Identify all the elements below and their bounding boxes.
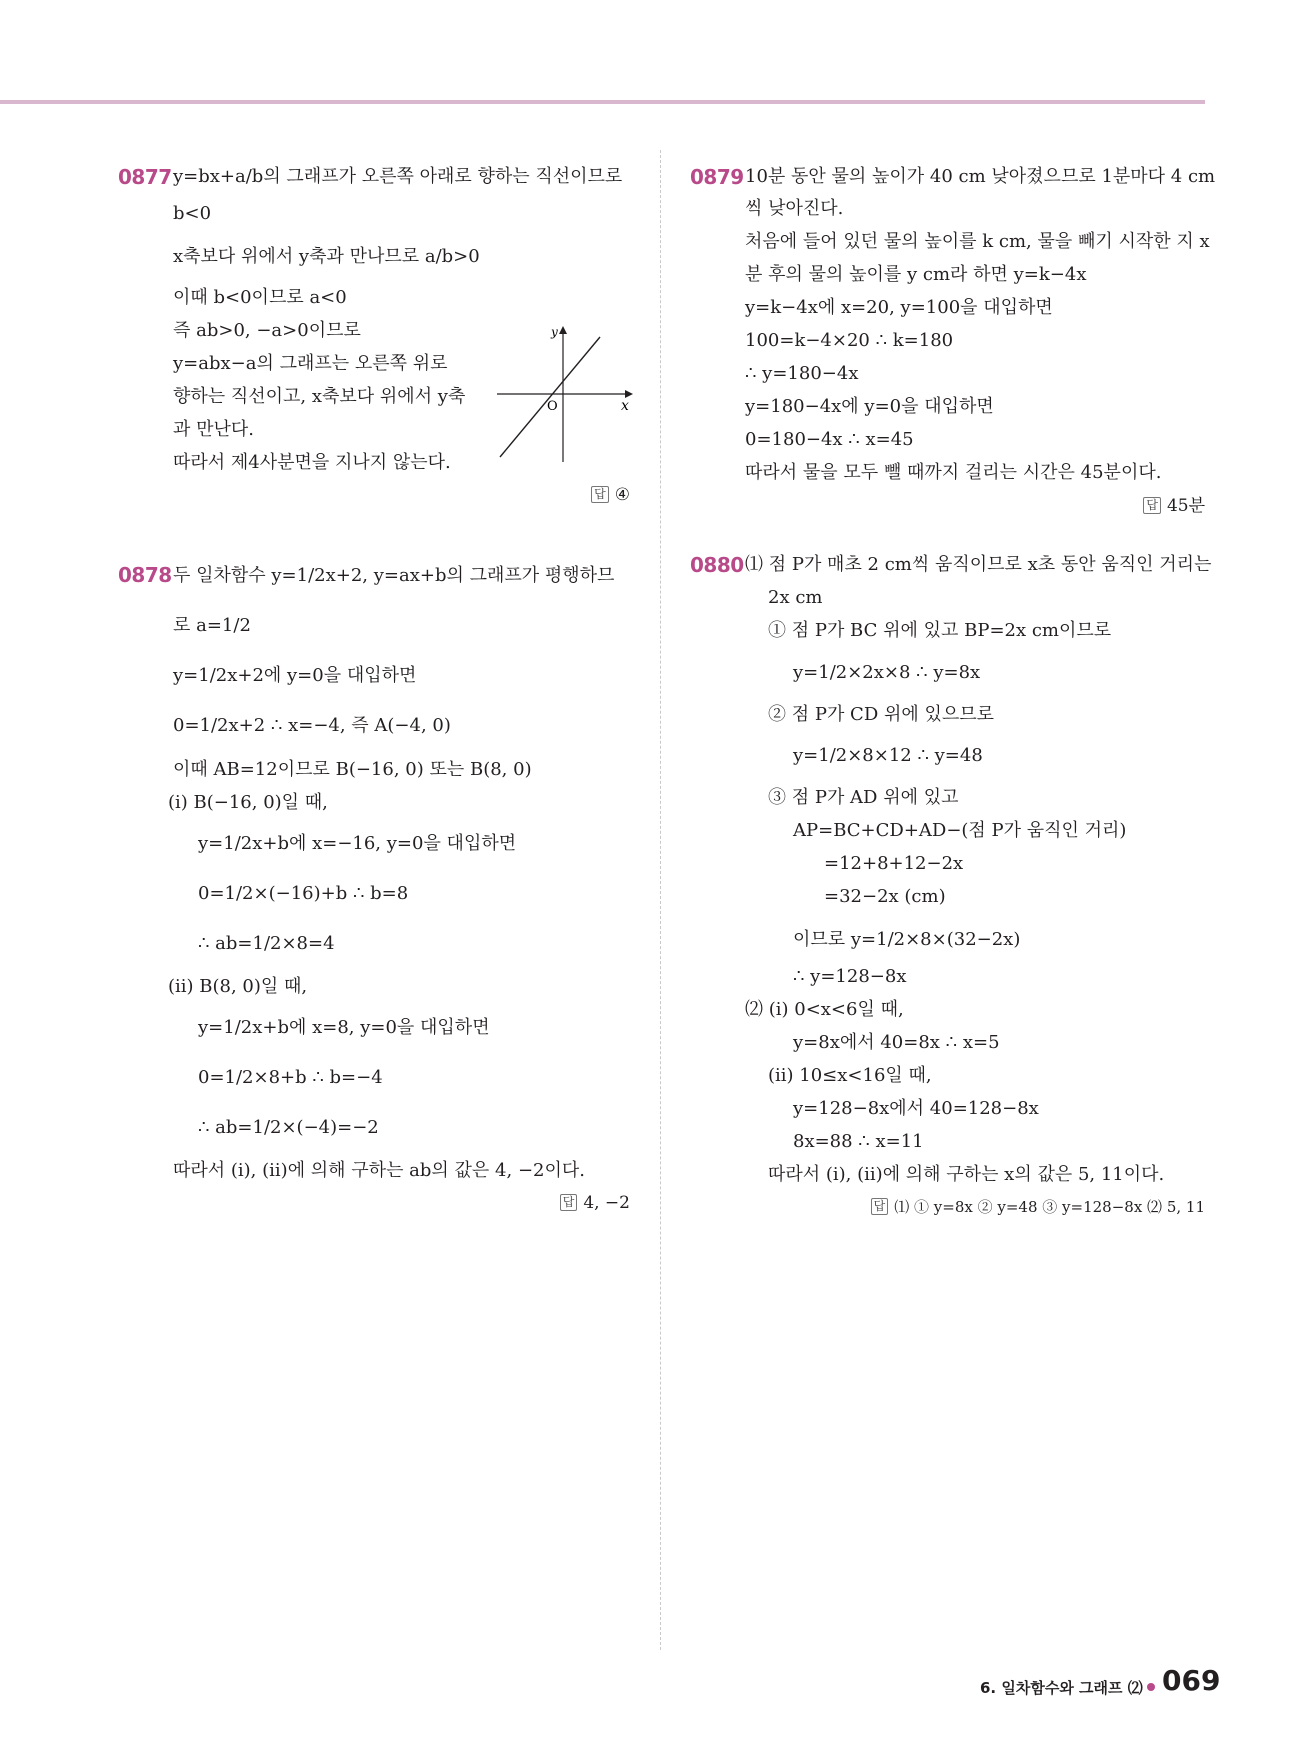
p0878-line-9: ∴ ab=1/2×8=4 [198, 933, 335, 954]
p0878-answer [520, 1192, 630, 1214]
p0877-line-3: x축보다 위에서 y축과 만나므로 a/b>0 [173, 246, 480, 267]
p0878-answer-value: 4, −2 [583, 1193, 630, 1213]
page-number: 069 [1162, 1664, 1221, 1697]
p0879-line-3: 처음에 들어 있던 물의 높이를 k cm, 물을 빼기 시작한 지 x [745, 231, 1210, 252]
graph-line [500, 337, 600, 457]
p0879-line-8: y=180−4x에 y=0을 대입하면 [745, 396, 994, 417]
p0880-line-14: y=8x에서 40=8x ∴ x=5 [793, 1032, 1000, 1053]
p0879-line-9: 0=180−4x ∴ x=45 [745, 429, 914, 450]
p0879-line-5: y=k−4x에 x=20, y=100을 대입하면 [745, 297, 1053, 318]
p0879-line-2: 씩 낮아진다. [745, 198, 844, 219]
p0878-line-12: 0=1/2×8+b ∴ b=−4 [198, 1067, 383, 1088]
p0880-line-7: ③ 점 P가 AD 위에 있고 [768, 787, 959, 808]
p0880-answer-value: ⑴ ① y=8x ② y=48 ③ y=128−8x ⑵ 5, 11 [894, 1198, 1205, 1216]
answer-mark: 답 [560, 1194, 578, 1211]
problem-number-0878: 0878 [118, 563, 172, 587]
p0879-answer [1100, 495, 1205, 517]
answer-mark: 답 [871, 1198, 889, 1215]
graph-x-label: x [621, 398, 629, 414]
graph-x-arrow [625, 390, 633, 398]
p0880-line-6: y=1/2×8×12 ∴ y=48 [793, 745, 983, 766]
p0877-line-6: y=abx−a의 그래프는 오른쪽 위로 [173, 353, 448, 374]
p0878-line-4: 0=1/2x+2 ∴ x=−4, 즉 A(−4, 0) [173, 715, 451, 736]
problem-number-0879: 0879 [690, 165, 744, 189]
p0880-line-4: y=1/2×2x×8 ∴ y=8x [793, 662, 981, 683]
header-rule [0, 100, 1205, 104]
graph-y-arrow [559, 326, 567, 334]
p0878-line-8: 0=1/2×(−16)+b ∴ b=8 [198, 883, 409, 904]
p0880-line-2: 2x cm [768, 587, 823, 608]
p0878-line-10: (ⅱ) B(8, 0)일 때, [168, 976, 308, 997]
p0879-line-10: 따라서 물을 모두 뺄 때까지 걸리는 시간은 45분이다. [745, 462, 1162, 483]
graph-origin-label: O [547, 399, 558, 414]
p0880-line-3: ① 점 P가 BC 위에 있고 BP=2x cm이므로 [768, 620, 1112, 641]
p0880-line-16: y=128−8x에서 40=128−8x [793, 1098, 1039, 1119]
p0878-line-3: y=1/2x+2에 y=0을 대입하면 [173, 665, 417, 686]
p0877-answer [560, 484, 630, 506]
p0880-line-10: =32−2x (cm) [824, 886, 946, 907]
graph-y-label: y [551, 325, 558, 339]
answer-mark: 답 [1143, 497, 1161, 514]
p0880-line-17: 8x=88 ∴ x=11 [793, 1131, 924, 1152]
p0878-line-7: y=1/2x+b에 x=−16, y=0을 대입하면 [198, 833, 517, 854]
p0879-line-4: 분 후의 물의 높이를 y cm라 하면 y=k−4x [745, 264, 1087, 285]
p0878-line-5: 이때 AB=12이므로 B(−16, 0) 또는 B(8, 0) [173, 759, 532, 780]
p0878-line-2: 로 a=1/2 [173, 615, 251, 636]
p0879-line-7: ∴ y=180−4x [745, 363, 859, 384]
p0880-line-5: ② 점 P가 CD 위에 있으므로 [768, 704, 995, 725]
p0879-line-1: 10분 동안 물의 높이가 40 cm 낮아졌으므로 1분마다 4 cm [745, 166, 1216, 187]
p0877-line-8: 과 만난다. [173, 419, 254, 440]
p0877-line-9: 따라서 제4사분면을 지나지 않는다. [173, 452, 451, 473]
p0880-line-8: AP=BC+CD+AD−(점 P가 움직인 거리) [793, 820, 1127, 841]
p0877-line-5: 즉 ab>0, −a>0이므로 [173, 320, 361, 341]
p0880-line-15: (ⅱ) 10≤x<16일 때, [768, 1065, 932, 1086]
column-divider [660, 150, 661, 1650]
footer-dot [1147, 1683, 1155, 1691]
p0878-line-13: ∴ ab=1/2×(−4)=−2 [198, 1117, 379, 1138]
p0878-line-6: (ⅰ) B(−16, 0)일 때, [168, 792, 328, 813]
problem-number-0877: 0877 [118, 165, 172, 189]
p0880-line-9: =12+8+12−2x [824, 853, 964, 874]
p0880-answer [800, 1196, 1205, 1218]
p0877-line-7: 향하는 직선이고, x축보다 위에서 y축 [173, 386, 466, 407]
p0877-graph [495, 322, 635, 462]
answer-mark: 답 [591, 486, 609, 503]
p0880-line-12: ∴ y=128−8x [793, 966, 907, 987]
p0877-line-4: 이때 b<0이므로 a<0 [173, 287, 347, 308]
p0878-line-1: 두 일차함수 y=1/2x+2, y=ax+b의 그래프가 평행하므 [173, 565, 615, 586]
p0877-line-1: y=bx+a/b의 그래프가 오른쪽 아래로 향하는 직선이므로 [173, 166, 623, 187]
p0880-line-18: 따라서 (ⅰ), (ⅱ)에 의해 구하는 x의 값은 5, 11이다. [768, 1164, 1165, 1185]
p0877-line-2: b<0 [173, 203, 212, 224]
p0880-line-13: ⑵ (ⅰ) 0<x<6일 때, [745, 999, 904, 1020]
problem-number-0880: 0880 [690, 553, 744, 577]
p0877-answer-value: ④ [614, 485, 630, 505]
p0880-line-1: ⑴ 점 P가 매초 2 cm씩 움직이므로 x초 동안 움직인 거리는 [745, 554, 1212, 575]
p0880-line-11: 이므로 y=1/2×8×(32−2x) [793, 929, 1021, 950]
p0878-line-14: 따라서 (ⅰ), (ⅱ)에 의해 구하는 ab의 값은 4, −2이다. [173, 1160, 585, 1181]
p0878-line-11: y=1/2x+b에 x=8, y=0을 대입하면 [198, 1017, 490, 1038]
p0879-answer-value: 45분 [1166, 496, 1205, 516]
p0879-line-6: 100=k−4×20 ∴ k=180 [745, 330, 954, 351]
section-label: 6. 일차함수와 그래프 ⑵ [980, 1679, 1143, 1697]
